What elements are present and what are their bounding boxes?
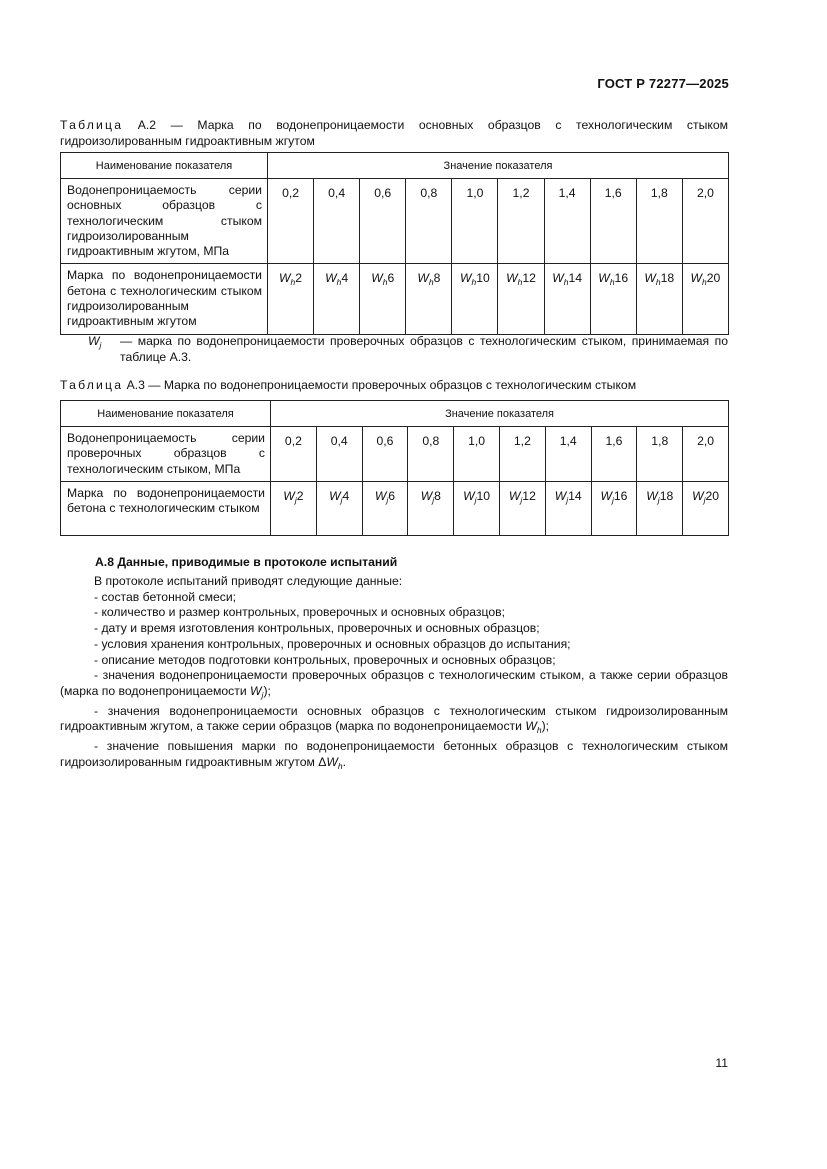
page-number: 11: [715, 1056, 728, 1070]
row-label: Марка по водонепроницаемости бетона с технологическим стыком гидроизолированным гидроактивным жгутом: [61, 264, 268, 335]
mark-cell: $W_j18$: [637, 482, 683, 536]
mark-cell: $W_h8$: [406, 264, 452, 335]
value-cell: 2,0: [683, 427, 729, 482]
list-item: - состав бетонной смеси;: [94, 589, 237, 604]
mark-cell: $W_j16$: [591, 482, 637, 536]
row-label: Водонепроницаемость серии основных образцов с технологическим стыком гидроизолированным гидроактивным жгутом, МПа: [61, 179, 268, 264]
section-title: А.8 Данные, приводимые в протоколе испытаний: [95, 555, 398, 569]
mark-cell: $W_h18$: [636, 264, 682, 335]
list-item: - значения водонепроницаемости проверочных образцов с технологическим стыком, а также серии образцов (марка по водонепроницаемости $W_j$);: [60, 668, 728, 700]
mark-cell: $W_h2$: [268, 264, 314, 335]
row-label: Водонепроницаемость серии проверочных образцов с технологическим стыком, МПа: [61, 427, 271, 482]
table-row: [61, 427, 729, 482]
row-label: Марка по водонепроницаемости бетона с технологическим стыком: [61, 482, 271, 536]
value-cell: 2,0: [682, 179, 728, 264]
document-id: ГОСТ Р 72277—2025: [597, 76, 729, 91]
mark-cell: $W_j12$: [499, 482, 545, 536]
mark-cell: $W_h10$: [452, 264, 498, 335]
mark-cell: $W_j2$: [271, 482, 317, 536]
mark-cell: $W_j4$: [316, 482, 362, 536]
mark-cell: $W_j8$: [408, 482, 454, 536]
value-cell: 1,4: [545, 427, 591, 482]
table-a3: [60, 400, 729, 536]
value-cell: 1,0: [454, 427, 500, 482]
value-cell: 1,8: [637, 427, 683, 482]
value-cell: 1,6: [591, 427, 637, 482]
section-body: [60, 574, 728, 774]
note-symbol: $W_j$: [88, 334, 102, 350]
note-text: — марка по водонепроницаемости проверочных образцов с технологическим стыком, принимаемая по таблице А.3.: [120, 334, 728, 364]
value-cell: 0,6: [362, 427, 408, 482]
value-cell: 1,2: [498, 179, 544, 264]
mark-cell: $W_h20$: [682, 264, 728, 335]
mark-cell: $W_j14$: [545, 482, 591, 536]
note: [88, 333, 728, 365]
list-item: - количество и размер контрольных, проверочных и основных образцов;: [94, 605, 505, 620]
value-cell: 1,0: [452, 179, 498, 264]
column-header-name: Наименование показателя: [61, 401, 271, 427]
value-cell: 0,8: [408, 427, 454, 482]
list-item: - дату и время изготовления контрольных, проверочных и основных образцов;: [94, 621, 540, 636]
table-row: [61, 179, 729, 264]
mark-cell: $W_h12$: [498, 264, 544, 335]
column-header-value: Значение показателя: [268, 153, 729, 179]
list-item: - описание методов подготовки контрольных, проверочных и основных образцов;: [94, 652, 556, 667]
mark-cell: $W_j6$: [362, 482, 408, 536]
list-item: - условия хранения контрольных, проверочных и основных образцов до испытания;: [94, 636, 571, 651]
value-cell: 0,8: [406, 179, 452, 264]
value-cell: 1,6: [590, 179, 636, 264]
mark-cell: $W_h16$: [590, 264, 636, 335]
list-item: - значение повышения марки по водонепроницаемости бетонных образцов с технологическим стыком гидроизолированным гидроактивным жгутом $\Delta W_h$.: [60, 739, 728, 771]
value-cell: 0,2: [268, 179, 314, 264]
table-row: [61, 482, 729, 536]
column-header-value: Значение показателя: [271, 401, 729, 427]
value-cell: 0,4: [316, 427, 362, 482]
mark-cell: $W_h14$: [544, 264, 590, 335]
table-row: [61, 264, 729, 335]
value-cell: 0,2: [271, 427, 317, 482]
table-a2-caption: Таблица А.2 — Марка по водонепроницаемости основных образцов с технологическим стыком гидроизолированным гидроактивным жгутом: [60, 118, 728, 148]
section-intro: В протоколе испытаний приводят следующие данные:: [94, 574, 403, 588]
value-cell: 1,8: [636, 179, 682, 264]
value-cell: 0,6: [360, 179, 406, 264]
value-cell: 1,4: [544, 179, 590, 264]
column-header-name: Наименование показателя: [61, 153, 268, 179]
table-a2: [60, 152, 729, 335]
table-a3-caption: Таблица А.3 — Марка по водонепроницаемости проверочных образцов с технологическим стыком: [60, 378, 637, 392]
mark-cell: $W_h6$: [360, 264, 406, 335]
mark-cell: $W_j10$: [454, 482, 500, 536]
table-header-row: [61, 401, 729, 427]
mark-cell: $W_j20$: [683, 482, 729, 536]
table-header-row: [61, 153, 729, 179]
value-cell: 1,2: [499, 427, 545, 482]
value-cell: 0,4: [314, 179, 360, 264]
mark-cell: $W_h4$: [314, 264, 360, 335]
list-item: - значения водонепроницаемости основных образцов с технологическим стыком гидроизолированным гидроактивным жгутом, а также серии образцов (марка по водонепроницаемости $W_h$);: [60, 703, 728, 736]
